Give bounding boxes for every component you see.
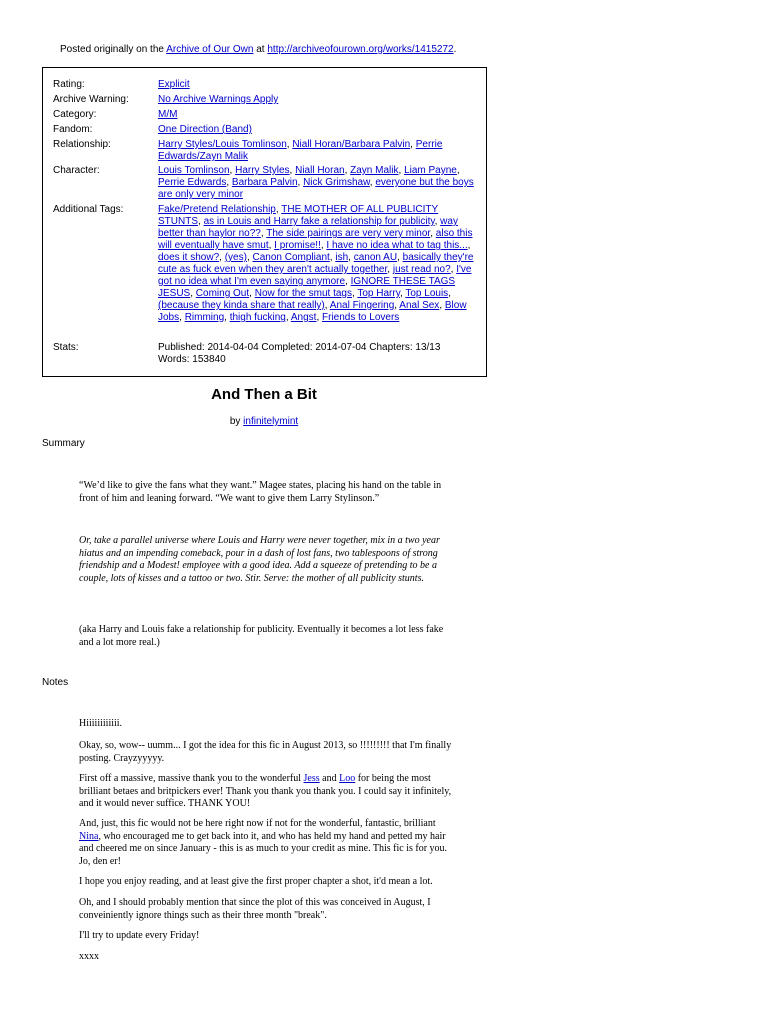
notes-paragraph-5: I hope you enjoy reading, and at least give the first proper chapter a shot, it'd mean a lot. <box>79 876 433 887</box>
relationship-tags: Harry Styles/Louis Tomlinson, Niall Horan/Barbara Palvin, Perrie Edwards/Zayn Malik <box>158 139 443 162</box>
tag-link[interactable]: as in Louis and Harry fake a relationship for publicity <box>203 216 435 227</box>
character-tags: Louis Tomlinson, Harry Styles, Niall Horan, Zayn Malik, Liam Payne, Perrie Edwards, Barbara Palvin, Nick Grimshaw, everyone but the boys are only very minor <box>158 165 474 200</box>
tag-link[interactable]: canon AU <box>353 252 398 263</box>
byline-prefix: by <box>229 416 244 427</box>
stats-label: Stats: <box>53 342 79 353</box>
additional-tags-label: Additional Tags: <box>53 204 124 215</box>
stats-words: Words: 153840 <box>158 354 226 365</box>
tag-link[interactable]: Friends to Lovers <box>322 312 400 323</box>
tag-link[interactable]: I promise!! <box>274 240 321 251</box>
notes-paragraph-1: Hiiiiiiiiiiii. <box>79 718 123 729</box>
relationship-label: Relationship: <box>53 139 111 150</box>
category-tag[interactable]: M/M <box>158 109 178 120</box>
tag-link[interactable]: Coming Out <box>195 288 250 299</box>
tag-link[interactable]: Perrie Edwards <box>158 177 227 188</box>
tag-link[interactable]: I have no idea what to tag this... <box>326 240 468 251</box>
tag-link[interactable]: Top Louis <box>405 288 449 299</box>
tag-link[interactable]: Niall Horan <box>295 165 345 176</box>
jess-link[interactable]: Jess <box>303 773 320 784</box>
rating-tag[interactable]: Explicit <box>158 79 190 90</box>
tag-link[interactable]: Nick Grimshaw <box>303 177 370 188</box>
tag-link[interactable]: THE MOTHER OF ALL PUBLICITY STUNTS <box>158 204 439 227</box>
tag-link[interactable]: Blow Jobs <box>158 300 467 323</box>
tag-link[interactable]: does it show? <box>158 252 220 263</box>
notes-paragraph-6: Oh, and I should probably mention that since the plot of this was conceived in August, I conveiniently ignore things such as their three month "break". <box>79 897 431 921</box>
notes-p3-text-b: and <box>319 773 340 784</box>
loo-link[interactable]: Loo <box>339 773 356 784</box>
additional-tags: Fake/Pretend Relationship, THE MOTHER OF ALL PUBLICITY STUNTS, as in Louis and Harry fake a relationship for publicity, way better than haylor no??, The side pairings are very very minor, also this will eventually have smut, I promise!!, I have no idea what to tag this..., does it show?, (yes), Canon Compliant, ish, canon AU, basically they're cute as fuck even when they aren't actually together, just read no?, I've got no idea what I'm even saying anymore, IGNORE THESE TAGS JESUS, Coming Out, Now for the smut tags, Top Harry, Top Louis, (because they kinda share that really), Anal Fingering, Anal Sex, Blow Jobs, Rimming, thigh fucking, Angst, Friends to Lovers <box>158 204 474 323</box>
fandom-label: Fandom: <box>53 124 93 135</box>
stats-line-1: Published: 2014-04-04 Completed: 2014-07-04 Chapters: 13/13 <box>158 342 441 353</box>
notes-paragraph-4 <box>79 818 459 868</box>
work-title: And Then a Bit <box>211 386 317 403</box>
tag-link[interactable]: Rimming <box>184 312 225 323</box>
warning-label: Archive Warning: <box>53 94 129 105</box>
tag-link[interactable]: Louis Tomlinson <box>158 165 230 176</box>
summary-paragraph-2: Or, take a parallel universe where Louis and Harry were never together, mix in a two year hiatus and an impending comeback, pour in a dash of lost fans, two tablespoons of strong friendship and a Modest! employee with a good idea. Add a squeeze of pretending to be a couple, lots of kisses and a tattoo or two. Stir. Serve: the mother of all publicity stunts. <box>79 535 440 584</box>
posted-originally-line <box>60 44 456 55</box>
author-link[interactable]: infinitelymint <box>243 416 299 427</box>
tag-link[interactable]: ish <box>335 252 349 263</box>
tag-link[interactable]: Liam Payne <box>404 165 457 176</box>
tag-link[interactable]: Fake/Pretend Relationship <box>158 204 276 215</box>
tag-link[interactable]: Harry Styles/Louis Tomlinson <box>158 139 287 150</box>
fandom-tag[interactable]: One Direction (Band) <box>158 124 252 135</box>
work-meta-box <box>42 67 487 377</box>
byline <box>0 416 528 427</box>
posted-suffix: . <box>453 44 457 55</box>
posted-mid: at <box>253 44 268 55</box>
tag-link[interactable]: Harry Styles <box>235 165 290 176</box>
notes-heading: Notes <box>42 677 69 688</box>
notes-p4-text-b: , who encouraged me to get back into it, and who has held my hand and petted my hair and cheered me on since January - this is as much to your credit as mine. This fic is for you. Jo, den er! <box>79 830 448 867</box>
tag-link[interactable]: Anal Fingering <box>329 300 395 311</box>
tag-link[interactable]: also this will eventually have smut <box>158 228 473 251</box>
notes-paragraph-8: xxxx <box>79 951 99 962</box>
tag-link[interactable]: I've got no idea what I'm even saying anymore <box>158 264 472 287</box>
tag-link[interactable]: thigh fucking <box>229 312 286 323</box>
tag-link[interactable]: Now for the smut tags <box>254 288 352 299</box>
warning-tag[interactable]: No Archive Warnings Apply <box>158 94 279 105</box>
notes-p4-text-a: And, just, this fic would not be here right now if not for the wonderful, fantastic, brilliant <box>79 818 436 829</box>
summary-heading: Summary <box>42 438 85 449</box>
tag-link[interactable]: Anal Sex <box>399 300 440 311</box>
tag-link[interactable]: Zayn Malik <box>350 165 399 176</box>
tag-link[interactable]: (yes) <box>224 252 247 263</box>
notes-p3-text-a: First off a massive, massive thank you to the wonderful <box>79 773 304 784</box>
tag-link[interactable]: Barbara Palvin <box>231 177 298 188</box>
summary-paragraph-1: “We’d like to give the fans what they want.” Magee states, placing his hand on the table in front of him and leaning forward. “We want to give them Larry Stylinson.” <box>79 480 442 504</box>
tag-link[interactable]: The side pairings are very very minor <box>266 228 431 239</box>
work-url-link[interactable]: http://archiveofourown.org/works/1415272 <box>267 44 454 55</box>
summary-paragraph-3: (aka Harry and Louis fake a relationship for publicity. Eventually it becomes a lot less fake and a lot more real.) <box>79 624 444 648</box>
tag-link[interactable]: everyone but the boys are only very minor <box>158 177 474 200</box>
notes-paragraph-2: Okay, so, wow-- uumm... I got the idea for this fic in August 2013, so !!!!!!!!! that I'm finally posting. Crayzyyyyy. <box>79 740 452 764</box>
tag-link[interactable]: Niall Horan/Barbara Palvin <box>292 139 411 150</box>
tag-link[interactable]: just read no? <box>392 264 451 275</box>
rating-label: Rating: <box>53 79 85 90</box>
tag-link[interactable]: (because they kinda share that really) <box>158 300 325 311</box>
tag-link[interactable]: IGNORE THESE TAGS JESUS <box>158 276 456 299</box>
archive-link[interactable]: Archive of Our Own <box>166 44 254 55</box>
category-label: Category: <box>53 109 97 120</box>
notes-paragraph-3 <box>79 773 459 811</box>
notes-paragraph-7: I'll try to update every Friday! <box>79 930 200 941</box>
nina-link[interactable]: Nina <box>79 830 99 842</box>
tag-link[interactable]: Top Harry <box>357 288 400 299</box>
tag-link[interactable]: Canon Compliant <box>252 252 330 263</box>
tag-link[interactable]: way better than haylor no?? <box>158 216 458 239</box>
character-label: Character: <box>53 165 100 176</box>
tag-link[interactable]: Angst <box>290 312 317 323</box>
notes-p3-text-c: for being the most brilliant betaes and britpickers ever! Thank you thank you thank you. I could say it infinitely, and it would never suffice. THANK YOU! <box>79 773 452 809</box>
tag-link[interactable]: Perrie Edwards/Zayn Malik <box>158 139 443 162</box>
tag-link[interactable]: basically they're cute as fuck even when they aren't actually together <box>158 252 474 275</box>
posted-prefix: Posted originally on the <box>60 44 167 55</box>
